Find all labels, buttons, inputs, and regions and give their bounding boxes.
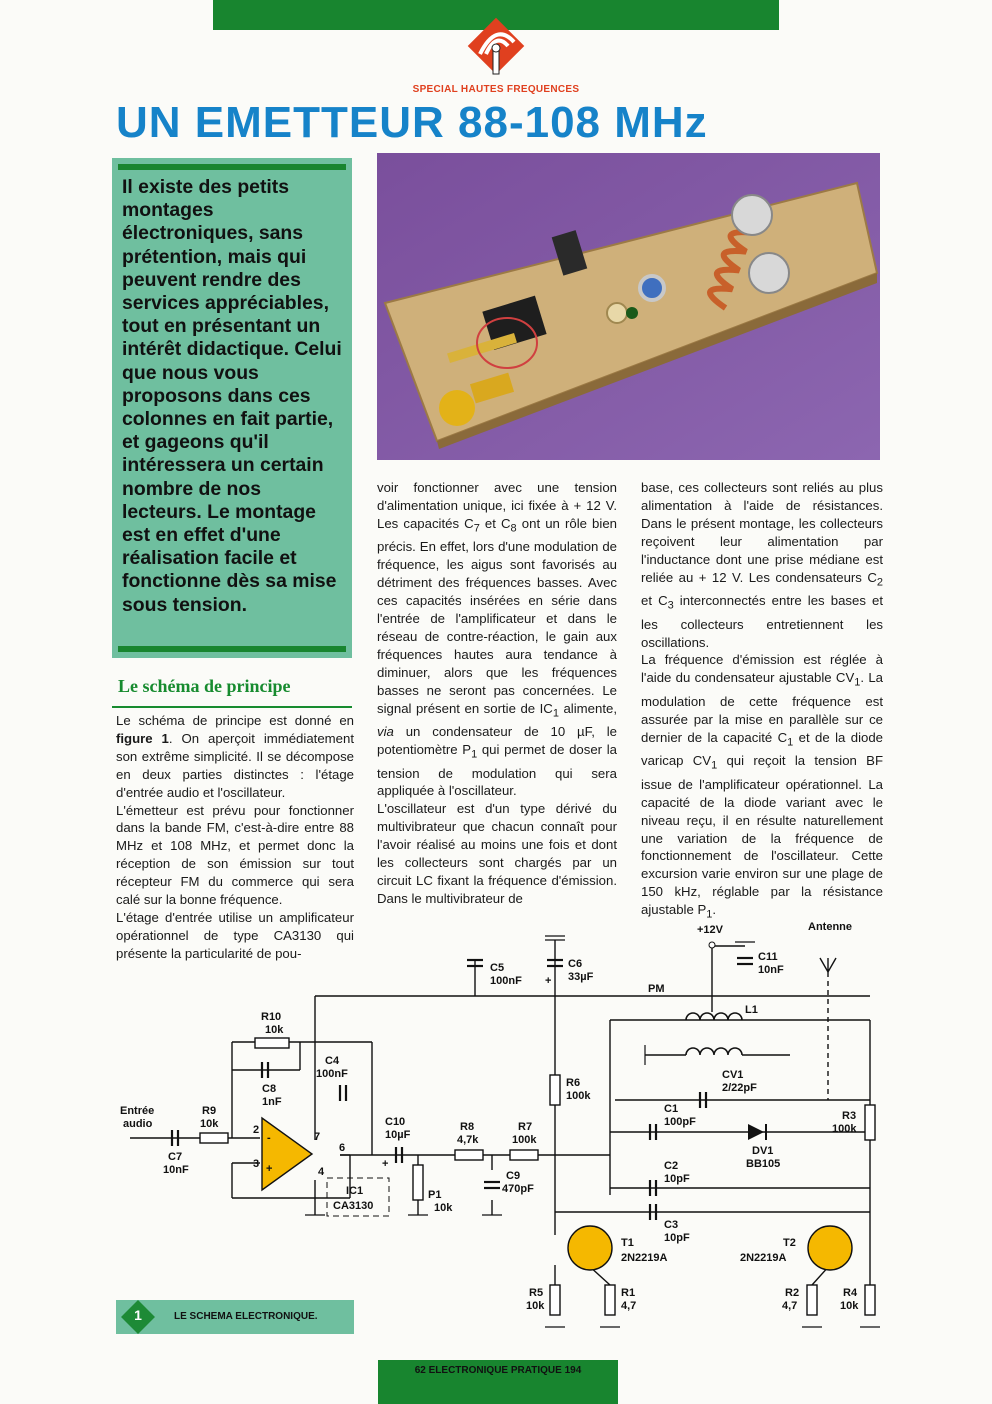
- c3-label: C3: [664, 1219, 679, 1231]
- text-run: interconnectés entre les bases et les collecteurs entretiennent les oscillations.: [641, 593, 883, 650]
- r2-label: R2: [785, 1287, 800, 1299]
- r7-label: R7: [518, 1121, 533, 1133]
- page-title: UN EMETTEUR 88-108 MHz: [116, 98, 708, 147]
- subscript: 1: [711, 759, 718, 772]
- c8-value: 1nF: [262, 1096, 282, 1108]
- paragraph: [641, 479, 883, 651]
- text-run: un condensateur de 10 µF, le potentiomètre P: [377, 724, 617, 757]
- antenna-label: Antenne: [808, 921, 852, 933]
- dv1-label: DV1: [752, 1145, 774, 1157]
- input-label: audio: [123, 1118, 153, 1130]
- c9-label: C9: [506, 1170, 521, 1182]
- pm-label: PM: [648, 983, 665, 995]
- resistors: [200, 1038, 875, 1315]
- figure-caption-tag: [116, 1300, 354, 1334]
- italic-word: via: [377, 724, 394, 740]
- op-amp-minus: -: [267, 1132, 271, 1144]
- subscript: 2: [876, 576, 883, 589]
- text-run: et de la diode varicap CV: [641, 729, 884, 769]
- section-label: SPECIAL HAUTES FREQUENCES: [412, 84, 580, 95]
- circuit-schematic: [110, 916, 890, 1346]
- text-run: Le schéma de principe est donné en: [116, 713, 354, 728]
- subscript: 7: [473, 522, 480, 535]
- section-heading-rule: [112, 706, 352, 708]
- cv1-value: 2/22pF: [722, 1082, 757, 1094]
- dv1-type: BB105: [746, 1158, 781, 1170]
- t2-label: T2: [783, 1237, 796, 1249]
- text-run: voir fonctionner avec une tension d'alimentation unique, ici fixée à + 12 V. Les capacités C: [377, 480, 617, 531]
- subscript: 3: [667, 599, 674, 612]
- circuit-board-photo: [377, 153, 880, 460]
- text-run: qui permet de doser la tension de modulation qui sera appliquée à l'oscillateur.: [377, 741, 617, 799]
- subscript: 1: [787, 736, 794, 749]
- ic1-label: IC1: [346, 1185, 364, 1197]
- c11-value: 10nF: [758, 964, 784, 976]
- r1-label: R1: [621, 1287, 636, 1299]
- c11-label: C11: [758, 951, 778, 963]
- intro-box: [112, 158, 352, 658]
- r9-value: 10k: [200, 1118, 219, 1130]
- c7-label: C7: [168, 1151, 183, 1163]
- schematic-labels: [120, 921, 859, 1312]
- c6-value: 33µF: [568, 971, 594, 983]
- input-label: Entrée: [120, 1105, 155, 1117]
- figure-number: 1: [134, 1307, 142, 1323]
- pin-4: 4: [318, 1166, 325, 1178]
- c9-value: 470pF: [502, 1183, 534, 1195]
- text-run: ont un rôle bien précis. En effet, lors d'une modulation de fréquence, les aigus sont favorisés au détriment des fréquences basses. Avec ces capacités insérées en série dans l'entrée de l'amplificateur et dans le réseau de contre-réaction, le gain aux fréquences hautes aura tendance à diminuer, alors que les fréquences basses ne seront pas concernées. Le signal présent en sortie de IC: [377, 515, 617, 716]
- transistor-t2-symbol: [808, 1226, 852, 1270]
- text-run: La fréquence d'émission est réglée à l'aide du condensateur ajustable CV: [641, 652, 883, 686]
- c1-value: 100pF: [664, 1116, 696, 1128]
- c5-label: C5: [490, 962, 505, 974]
- text-column-3: [641, 479, 883, 925]
- varicap-diode-symbol: [748, 1124, 764, 1140]
- pin-2: 2: [253, 1124, 260, 1136]
- vcc-label: +12V: [697, 924, 723, 936]
- vcc-terminal: [709, 942, 715, 948]
- t2-type: 2N2219A: [740, 1252, 787, 1264]
- r8-label: R8: [460, 1121, 475, 1133]
- ic1-type: CA3130: [333, 1200, 374, 1212]
- r4-label: R4: [843, 1287, 858, 1299]
- pin-3: 3: [253, 1158, 260, 1170]
- paragraph: [641, 651, 883, 924]
- c5-value: 100nF: [490, 975, 522, 987]
- l1-label: L1: [745, 1004, 758, 1016]
- text-run: alimente,: [558, 700, 617, 716]
- r1-value: 4,7: [621, 1300, 637, 1312]
- text-run: . On aperçoit immédiatement son extrême simplicité. Il se décompose en deux parties distinctes : l'étage d'entrée audio et l'oscillateur.: [116, 730, 354, 800]
- text-run: et C: [641, 593, 668, 609]
- c2-value: 10pF: [664, 1173, 690, 1185]
- paragraph: [377, 479, 617, 800]
- t1-label: T1: [621, 1237, 634, 1249]
- t1-type: 2N2219A: [621, 1252, 668, 1264]
- c6-plus: +: [545, 975, 552, 987]
- paragraph: [116, 712, 354, 802]
- section-heading: Le schéma de principe: [118, 676, 291, 696]
- c4-label: C4: [325, 1055, 340, 1067]
- r6-value: 100k: [566, 1090, 591, 1102]
- intro-text: Il existe des petits montages électroniques, sans prétention, mais qui peuvent rendre des services appréciables, tout en présentant un intérêt didactique. Celui que nous vous proposons dans ces colonnes en fait partie, et gageons qu'il intéressera un certain nombre de nos lecteurs. Le montage est en effet d'une réalisation facile et fonctionne dès sa mise sous tension.: [122, 176, 342, 616]
- r10-label: R10: [261, 1011, 282, 1023]
- r5-label: R5: [529, 1287, 544, 1299]
- transistor-t1-symbol: [568, 1226, 612, 1270]
- antenna-symbol: [820, 958, 836, 972]
- paragraph: L'oscillateur est d'un type dérivé du multivibrateur que chacun connaît pour l'avoir réalisé au moins une fois et dont les collecteurs sont chargés par un circuit LC fixant la fréquence d'émission. Dans le multivibrateur de: [377, 801, 617, 906]
- c3-value: 10pF: [664, 1232, 690, 1244]
- c10-label: C10: [385, 1116, 406, 1128]
- page-footer: 62 ELECTRONIQUE PRATIQUE 194: [414, 1365, 582, 1376]
- pin-6: 6: [339, 1142, 346, 1154]
- r3-value: 100k: [832, 1123, 857, 1135]
- subscript: 1: [854, 676, 861, 689]
- p1-value: 10k: [434, 1202, 453, 1214]
- p1-label: P1: [428, 1189, 442, 1201]
- subscript: 1: [706, 908, 713, 921]
- r3-label: R3: [842, 1110, 857, 1122]
- figure-reference: figure 1: [116, 730, 169, 746]
- op-amp-symbol: [262, 1118, 312, 1190]
- text-run: .: [712, 902, 717, 918]
- r9-label: R9: [202, 1105, 217, 1117]
- r7-value: 100k: [512, 1134, 537, 1146]
- c1-label: C1: [664, 1103, 679, 1115]
- intro-top-rule: [118, 164, 346, 170]
- paragraph: L'étage d'entrée utilise un amplificateur opérationnel de type CA3130 qui présente la particularité de pou-: [116, 909, 354, 961]
- c6-label: C6: [568, 958, 583, 970]
- text-run: base, ces collecteurs sont reliés au plus alimentation à l'aide de résistances. Dans le présent montage, les collecteurs reçoivent leur alimentation par l'inductance dont une prise médiane est reliée au + 12 V. Les condensateurs C: [641, 480, 883, 585]
- text-run: qui reçoit la tension BF issue de l'amplificateur opérationnel. La capacité de la diode variant avec le niveau reçu, il en résulte naturellement une variation de la fréquence de fonctionnement de l'oscillateur. Cette excursion varie environ sur une plage de 150 kHz, réglable par la résistance ajustable P: [641, 753, 883, 918]
- op-amp-plus: +: [266, 1163, 273, 1175]
- r4-value: 10k: [840, 1300, 859, 1312]
- paragraph: L'émetteur est prévu pour fonctionner dans la bande FM, c'est-à-dire entre 88 MHz et 108 MHz, et permet donc la réception de son émission sur tout récepteur FM du commerce qui sera calé sur la bonne fréquence.: [116, 802, 354, 908]
- r6-label: R6: [566, 1077, 581, 1089]
- text-run: et C: [479, 515, 511, 531]
- radio-wave-logo-icon: [462, 16, 532, 86]
- r2-value: 4,7: [782, 1300, 798, 1312]
- subscript: 8: [510, 522, 517, 535]
- intro-bottom-rule: [118, 646, 346, 652]
- text-column-2: [377, 479, 617, 908]
- c4-value: 100nF: [316, 1068, 348, 1080]
- c7-value: 10nF: [163, 1164, 189, 1176]
- r5-value: 10k: [526, 1300, 545, 1312]
- subscript: 1: [471, 748, 478, 761]
- figure-caption: LE SCHEMA ELECTRONIQUE.: [174, 1311, 318, 1322]
- c8-label: C8: [262, 1083, 277, 1095]
- pin-7: 7: [314, 1131, 321, 1143]
- c10-plus: +: [382, 1158, 389, 1170]
- c10-value: 10µF: [385, 1129, 411, 1141]
- r8-value: 4,7k: [457, 1134, 479, 1146]
- text-run: . La modulation de cette fréquence est assurée par la mise en parallèle sur ce dernier de la capacité C: [641, 670, 883, 745]
- subscript: 1: [552, 707, 559, 720]
- cv1-label: CV1: [722, 1069, 744, 1081]
- r10-value: 10k: [265, 1024, 284, 1036]
- c2-label: C2: [664, 1160, 679, 1172]
